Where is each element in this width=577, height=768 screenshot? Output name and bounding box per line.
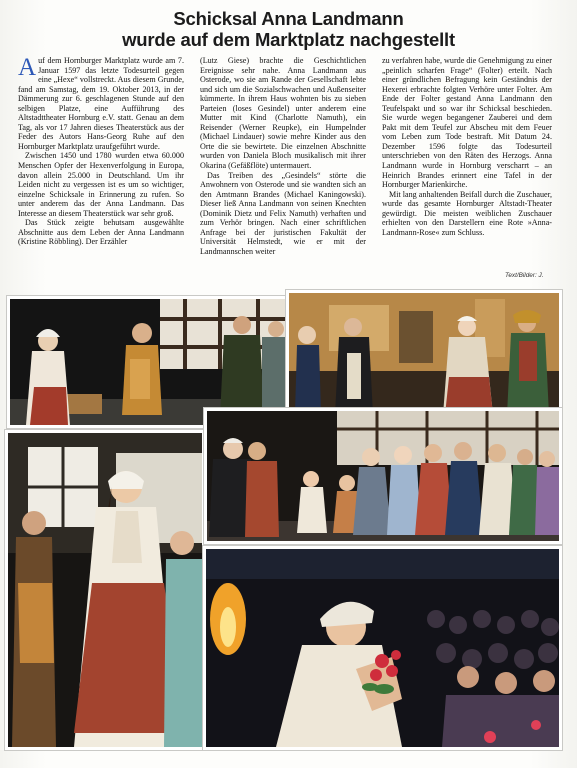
paragraph: Das Stück zeigte behutsam ausgewählte Abschnitte aus dem Leben der Anna Landmann (Kristine Röbbling). Der Erzähler xyxy=(18,218,184,247)
photo-anna-landmann-portrait xyxy=(5,430,205,750)
photo-stage-group xyxy=(286,290,562,422)
paragraph: (Lutz Giese) brachte die Geschichtlichen Ereignisse sehr nahe. Anna Landmann aus Osterode, wo sie am Rande der Gesellschaft lebte und sich um die Sozialschwachen und Außenseiter kümmerte. In ihrem Haus wohnten bis zu sieben Parteien (loses Gesindel) unter anderem eine Mutter mit Kind (Charlotte Namuth), ein Reisender (Werner Reupke), ein Humpelnder (Michael Lindauer) sowie mehre Kinder aus den Orte die sie bewirtete. Die einzelnen Abschnitte wurden von Daniela Bloch musikalisch mit ihrer Okarina (Gefäßflöte) untermauert. xyxy=(200,56,366,171)
paragraph: Zwischen 1450 und 1780 wurden etwa 60.000 Menschen Opfer der Hexenverfolgung in Europa, davon allein 25.000 in Deutschland. Um ihr Leiden nicht zu vergessen ist es um so wichtiger, einzelne Schicksale in Erinnerung zu rufen. So unter anderem das der Anna Landmann. Das Interesse an diesem Theaterstück war sehr groß. xyxy=(18,151,184,218)
paragraph: zu verfahren habe, wurde die Genehmigung zu einer „peinlich scharfen Frage“ (Folter) erteilt. Nach einer gründlichen Befragung kein Geständnis der Hexerei erbrachte folgten Verhöre unter Folter. Am Ende der Folter gestand Anna Landmann den Teufelspakt und so war ihr Schicksal beschieden. Sie wurde wegen begangener Zauberei und dem Pakt mit dem Teufel zur Abscheu mit dem Feuer vom Leben zum Tode bestraft. Mit Datum 24. Dezember 1596 folgte das Todesurteil unterschrieben von den Räten des Herzogs. Anna Landmann wurde in Hornburg verscharrt – an Heinrich Brandes erinnert eine Tafel in der Hornburger Marienkirche. xyxy=(382,56,552,190)
text-column-3 xyxy=(382,56,552,326)
text-column-1 xyxy=(18,56,184,326)
photo-ensemble xyxy=(204,408,562,544)
photo-rose-to-audience xyxy=(203,546,562,750)
paragraph: Das Treiben des „Gesindels“ störte die Anwohnern von Osterode und sie wandten sich an den Amtmann Brandes (Michael Kaningowski). Dieser ließ Anna Landmann von seinen Knechten (Dominik Dietz und Felix Namuth) verhaften und zum Verhör bringen. Nach einer schriftlichen Anfrage bei der juristischen Fakultät der Universität Helmstedt, wie er mit der Landmannschen weiter xyxy=(200,170,366,256)
photo-credit: Text/Bilder: J. xyxy=(505,272,544,279)
paragraph: Mit lang anhaltenden Beifall durch die Zuschauer, wurde das gesamte Hornburger Altstadt-Theater gewürdigt. Die meisten weiblichen Zuschauer erhielten von den Darstellern eine Rote »Anna-Landmann-Rose« zum Schluss. xyxy=(382,189,552,237)
paragraph: Auf dem Hornburger Marktplatz wurde am 7. Januar 1597 das letzte Todesurteil gegen eine „Hexe“ vollstreckt. Aus diesem Grunde, fand am Samstag, dem 19. Oktober 2013, in der Dämmerung zur 6. geschlagenen Stunde auf den selbigen Platze, eine Aufführung des Altstadttheater Hornburg e.V. statt. Genau an dem Tag, als vor 17 Jahren dieses Theaterstück aus der Feder des Autors Hans-Georg Ruhe auf den Hornburger Marktplatz uraufgeführt wurde. xyxy=(18,56,184,151)
headline-line-2: wurde auf dem Marktplatz nachgestellt xyxy=(122,29,455,50)
text-column-2 xyxy=(200,56,366,326)
article-headline xyxy=(0,8,577,50)
headline-line-1: Schicksal Anna Landmann xyxy=(173,8,404,29)
drop-cap: A xyxy=(18,56,37,81)
